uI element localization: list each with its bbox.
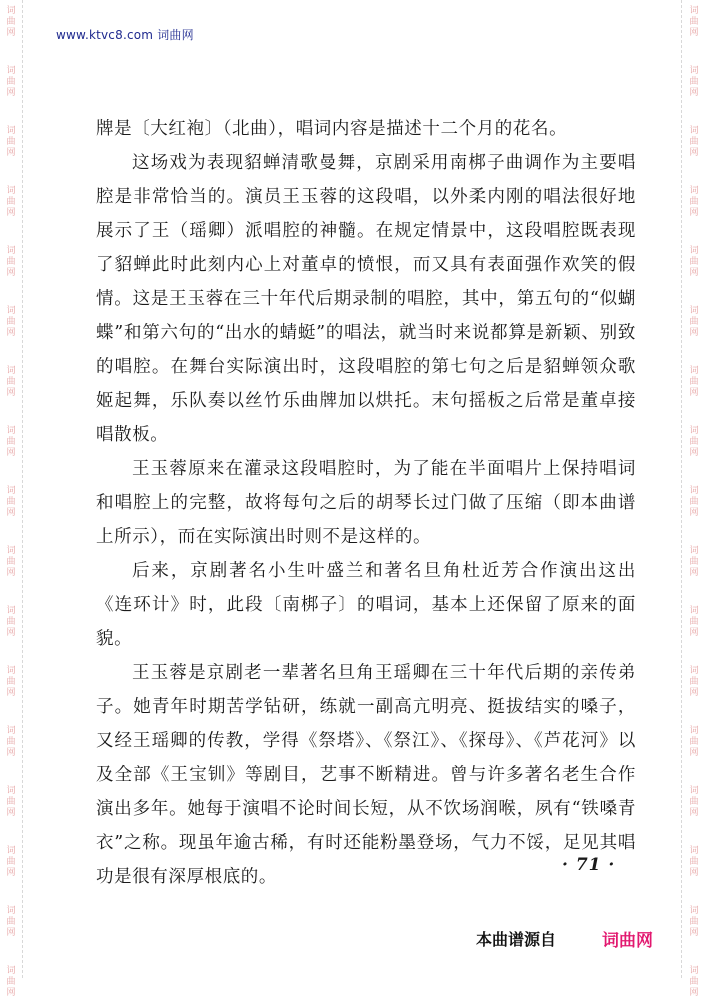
side-watermark-mark: 词 曲 网 (6, 246, 16, 278)
side-watermark-mark: 词 曲 网 (689, 126, 699, 158)
side-watermark-mark: 词 曲 网 (689, 66, 699, 98)
side-watermark-mark: 词 曲 网 (689, 186, 699, 218)
paragraph-3: 王玉蓉原来在灌录这段唱腔时，为了能在半面唱片上保持唱词和唱腔上的完整，故将每句之后的胡琴长过门做了压缩（即本曲谱上所示），而在实际演出时则不是这样的。 (96, 459, 636, 547)
side-watermark-mark: 词 曲 网 (689, 306, 699, 338)
side-watermark-mark: 词 曲 网 (689, 786, 699, 818)
side-watermark-mark: 词 曲 网 (6, 486, 16, 518)
paragraph-1: 牌是〔大红袍〕（北曲），唱词内容是描述十二个月的花名。 (96, 119, 568, 139)
side-watermark-mark: 词 曲 网 (6, 726, 16, 758)
side-watermark-mark: 词 曲 网 (6, 426, 16, 458)
site-watermark: www.ktvc8.com 词曲网 (56, 28, 194, 42)
side-watermark-mark: 词 曲 网 (6, 966, 16, 998)
side-watermark-mark: 词 曲 网 (6, 126, 16, 158)
side-watermark-mark: 词 曲 网 (689, 906, 699, 938)
side-watermark-mark: 词 曲 网 (6, 366, 16, 398)
paragraph-4: 后来，京剧著名小生叶盛兰和著名旦角杜近芳合作演出这出《连环计》时，此段〔南梆子〕的唱词，基本上还保留了原来的面貌。 (96, 561, 636, 649)
side-watermark-mark: 词 曲 网 (689, 246, 699, 278)
side-watermark-mark: 词 曲 网 (6, 546, 16, 578)
side-watermark-mark: 词 曲 网 (689, 546, 699, 578)
right-watermark-strip (683, 0, 705, 998)
footer-source-label: 本曲谱源自 (476, 930, 557, 949)
right-divider (681, 0, 683, 978)
side-watermark-mark: 词 曲 网 (6, 846, 16, 878)
page-body (96, 112, 636, 894)
side-watermark-mark: 词 曲 网 (689, 486, 699, 518)
left-divider (22, 0, 24, 978)
page-number: · 71 · (562, 855, 616, 875)
side-watermark-mark: 词 曲 网 (6, 306, 16, 338)
side-watermark-mark: 词 曲 网 (6, 6, 16, 38)
side-watermark-mark: 词 曲 网 (689, 606, 699, 638)
side-watermark-mark: 词 曲 网 (6, 186, 16, 218)
paragraph-2: 这场戏为表现貂蝉清歌曼舞，京剧采用南梆子曲调作为主要唱腔是非常恰当的。演员王玉蓉的这段唱，以外柔内刚的唱法很好地展示了王（瑶卿）派唱腔的神髓。在规定情景中，这段唱腔既表现了貂蝉此时此刻内心上对董卓的愤恨，而又具有表面强作欢笑的假情。这是王玉蓉在三十年代后期录制的唱腔，其中，第五句的“似蝴蝶”和第六句的“出水的蜻蜓”的唱法，就当时来说都算是新颖、别致的唱腔。在舞台实际演出时，这段唱腔的第七句之后是貂蝉领众歌姬起舞，乐队奏以丝竹乐曲牌加以烘托。末句摇板之后常是董卓接唱散板。 (96, 153, 636, 445)
side-watermark-mark: 词 曲 网 (689, 6, 699, 38)
side-watermark-mark: 词 曲 网 (689, 846, 699, 878)
footer-brand-link[interactable]: 词曲网 (602, 931, 653, 951)
left-watermark-strip (0, 0, 22, 998)
side-watermark-mark: 词 曲 网 (689, 726, 699, 758)
side-watermark-mark: 词 曲 网 (6, 66, 16, 98)
paragraph-5: 王玉蓉是京剧老一辈著名旦角王瑶卿在三十年代后期的亲传弟子。她青年时期苦学钻研，练就一副高亢明亮、挺拔结实的嗓子，又经王瑶卿的传教，学得《祭塔》、《祭江》、《探母》、《芦花河》以及全部《王宝钏》等剧目，艺事不断精进。曾与许多著名老生合作演出多年。她每于演唱不论时间长短，从不饮场润喉，夙有“铁嗓青衣”之称。现虽年逾古稀，有时还能粉墨登场，气力不馁，足见其唱功是很有深厚根底的。 (96, 663, 636, 887)
side-watermark-mark: 词 曲 网 (6, 906, 16, 938)
side-watermark-mark: 词 曲 网 (6, 666, 16, 698)
side-watermark-mark: 词 曲 网 (6, 786, 16, 818)
side-watermark-mark: 词 曲 网 (689, 966, 699, 998)
side-watermark-mark: 词 曲 网 (689, 426, 699, 458)
side-watermark-mark: 词 曲 网 (689, 366, 699, 398)
side-watermark-mark: 词 曲 网 (689, 666, 699, 698)
side-watermark-mark: 词 曲 网 (6, 606, 16, 638)
